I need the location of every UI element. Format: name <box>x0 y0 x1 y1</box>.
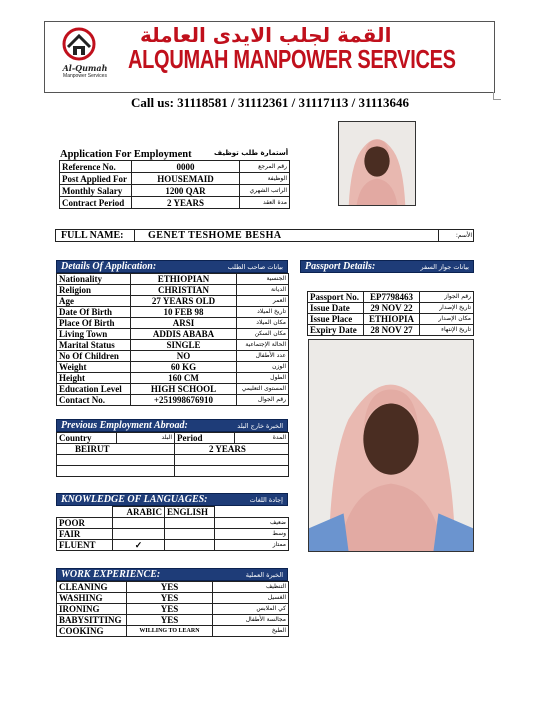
application-label: Monthly Salary <box>60 185 132 197</box>
work-experience-value: YES <box>127 593 213 604</box>
english-company-title: ALQUMAH MANPOWER SERVICES <box>128 46 456 75</box>
details-row <box>57 340 289 351</box>
details-label: Contact No. <box>57 395 131 406</box>
details-label: Marital Status <box>57 340 131 351</box>
work-experience-value: WILLING TO LEARN <box>127 626 213 637</box>
passport-label-arabic: مكان الإصدار <box>420 314 474 325</box>
previous-employment-table <box>56 432 289 477</box>
details-value: ARSI <box>131 318 237 329</box>
language-level-label: FAIR <box>57 529 113 540</box>
details-value: NO <box>131 351 237 362</box>
previous-employment-empty-cell <box>57 466 175 477</box>
period-label-arabic: المدة <box>235 433 289 444</box>
work-experience-label: WASHING <box>57 593 127 604</box>
work-experience-label-arabic: الطبخ <box>213 626 289 637</box>
application-row <box>60 173 290 185</box>
passport-title: Passport Details: <box>305 261 376 272</box>
details-value: ETHIOPIAN <box>131 274 237 285</box>
details-value: CHRISTIAN <box>131 285 237 296</box>
previous-employment-header <box>56 419 288 432</box>
work-experience-title-arabic: الخبرة العملية <box>245 571 283 579</box>
languages-header <box>56 493 288 506</box>
work-experience-label-arabic: مجالسة الأطفال <box>213 615 289 626</box>
work-experience-table <box>56 581 289 637</box>
work-experience-label-arabic: كي الملابس <box>213 604 289 615</box>
details-row <box>57 285 289 296</box>
work-experience-row <box>57 604 289 615</box>
application-title-arabic: أستمارة طلب توظيف <box>214 149 289 157</box>
application-value: 1200 QAR <box>132 185 240 197</box>
details-label-arabic: مكان السكن <box>237 329 289 340</box>
details-label-arabic: الوزن <box>237 362 289 373</box>
passport-value: EP7798463 <box>364 292 420 303</box>
language-row <box>57 540 289 551</box>
details-header <box>56 260 288 273</box>
english-level-mark <box>165 529 215 540</box>
work-experience-row <box>57 626 289 637</box>
work-experience-row <box>57 593 289 604</box>
details-label: Age <box>57 296 131 307</box>
country-label-arabic: البلد <box>117 433 175 444</box>
details-label: Date Of Birth <box>57 307 131 318</box>
details-label-arabic: تاريخ الميلاد <box>237 307 289 318</box>
passport-header <box>300 260 474 273</box>
arabic-level-mark <box>113 529 165 540</box>
details-row <box>57 274 289 285</box>
application-table <box>59 160 290 209</box>
application-label-arabic: رقم المرجع <box>240 161 290 173</box>
details-label-arabic: مكان الميلاد <box>237 318 289 329</box>
period-label: Period <box>175 433 235 444</box>
application-label-arabic: الوظيفة <box>240 173 290 185</box>
details-value: 27 YEARS OLD <box>131 296 237 307</box>
details-label: Living Town <box>57 329 131 340</box>
full-name-divider-2 <box>438 229 439 242</box>
work-experience-row <box>57 582 289 593</box>
details-value: +251998676910 <box>131 395 237 406</box>
details-row <box>57 351 289 362</box>
details-row <box>57 296 289 307</box>
details-row <box>57 362 289 373</box>
details-row <box>57 307 289 318</box>
house-logo-icon <box>58 27 100 61</box>
work-experience-value: YES <box>127 615 213 626</box>
full-name-arabic: الأسم: <box>455 232 472 239</box>
details-value: 60 KG <box>131 362 237 373</box>
previous-employment-empty-row <box>57 466 289 477</box>
language-row <box>57 529 289 540</box>
language-level-arabic: وسط <box>215 529 289 540</box>
details-label-arabic: الحالة الإجتماعية <box>237 340 289 351</box>
application-row <box>60 185 290 197</box>
previous-employment-period: 2 YEARS <box>175 444 289 455</box>
previous-employment-row <box>57 444 289 455</box>
details-table <box>56 273 289 406</box>
language-level-arabic: ممتاز <box>215 540 289 551</box>
details-label: Weight <box>57 362 131 373</box>
language-level-arabic: ضعيف <box>215 518 289 529</box>
details-row <box>57 395 289 406</box>
work-experience-label: IRONING <box>57 604 127 615</box>
full-name-divider <box>134 229 135 242</box>
passport-label-arabic: تاريخ الإصدار <box>420 303 474 314</box>
previous-employment-empty-row <box>57 455 289 466</box>
details-value: 10 FEB 98 <box>131 307 237 318</box>
details-value: HIGH SCHOOL <box>131 384 237 395</box>
work-experience-row <box>57 615 289 626</box>
details-label-arabic: العمر <box>237 296 289 307</box>
details-label: Religion <box>57 285 131 296</box>
work-experience-label: CLEANING <box>57 582 127 593</box>
details-label: Place Of Birth <box>57 318 131 329</box>
english-level-mark <box>165 540 215 551</box>
language-level-label: FLUENT <box>57 540 113 551</box>
details-row <box>57 318 289 329</box>
details-label-arabic: الجنسية <box>237 274 289 285</box>
previous-employment-empty-cell <box>175 455 289 466</box>
languages-corner-right <box>215 507 289 518</box>
logo-subtitle: Manpower Services <box>63 73 107 79</box>
arabic-level-mark <box>113 518 165 529</box>
passport-value: 28 NOV 27 <box>364 325 420 336</box>
previous-employment-title: Previous Employment Abroad: <box>61 420 188 431</box>
passport-row <box>308 303 474 314</box>
details-label-arabic: الديانة <box>237 285 289 296</box>
logo-name: Al-Qumah <box>62 63 108 73</box>
details-row <box>57 384 289 395</box>
application-title: Application For Employment <box>60 149 192 160</box>
application-value: 0000 <box>132 161 240 173</box>
details-label: Height <box>57 373 131 384</box>
call-us-line: Call us: 31118581 / 31112361 / 31117113 / 31113646 <box>130 95 410 110</box>
previous-employment-country: BEIRUT <box>57 444 175 455</box>
application-label: Contract Period <box>60 197 132 209</box>
previous-employment-title-arabic: الخبرة خارج البلد <box>237 422 283 430</box>
details-row <box>57 329 289 340</box>
details-label-arabic: الطول <box>237 373 289 384</box>
details-value: 160 CM <box>131 373 237 384</box>
passport-table <box>307 291 474 336</box>
details-label: Nationality <box>57 274 131 285</box>
language-level-label: POOR <box>57 518 113 529</box>
country-label: Country <box>57 433 117 444</box>
details-title-arabic: بيانات صاحب الطلب <box>227 263 283 271</box>
details-row <box>57 373 289 384</box>
application-label: Reference No. <box>60 161 132 173</box>
details-label: Education Level <box>57 384 131 395</box>
language-row <box>57 518 289 529</box>
details-label: No Of Children <box>57 351 131 362</box>
languages-title: KNOWLEDGE OF LANGUAGES: <box>61 494 208 505</box>
work-experience-label-arabic: التنظيف <box>213 582 289 593</box>
passport-label-arabic: رقم الجواز <box>420 292 474 303</box>
application-label-arabic: الراتب الشهري <box>240 185 290 197</box>
work-experience-label: BABYSITTING <box>57 615 127 626</box>
english-level-mark <box>165 518 215 529</box>
passport-label: Issue Date <box>308 303 364 314</box>
full-name-label: FULL NAME: <box>61 230 124 241</box>
details-label-arabic: عدد الأطفال <box>237 351 289 362</box>
passport-row <box>308 325 474 336</box>
previous-employment-empty-cell <box>57 455 175 466</box>
details-value: ADDIS ABABA <box>131 329 237 340</box>
details-value: SINGLE <box>131 340 237 351</box>
passport-row <box>308 314 474 325</box>
arabic-level-mark: ✓ <box>113 540 165 551</box>
work-experience-value: YES <box>127 582 213 593</box>
application-row <box>60 197 290 209</box>
languages-title-arabic: إجادة اللغات <box>249 496 283 504</box>
application-row <box>60 161 290 173</box>
application-value: HOUSEMAID <box>132 173 240 185</box>
languages-corner <box>57 507 113 518</box>
details-label-arabic: المستوى التعليمي <box>237 384 289 395</box>
work-experience-value: YES <box>127 604 213 615</box>
previous-employment-empty-cell <box>175 466 289 477</box>
passport-value: 29 NOV 22 <box>364 303 420 314</box>
work-experience-label-arabic: الغسيل <box>213 593 289 604</box>
application-label: Post Applied For <box>60 173 132 185</box>
languages-table <box>56 506 289 551</box>
passport-label-arabic: تاريخ الإنتهاء <box>420 325 474 336</box>
arabic-column-header: ARABIC <box>113 507 165 518</box>
corner-mark <box>493 92 501 100</box>
passport-label: Passport No. <box>308 292 364 303</box>
english-column-header: ENGLISH <box>165 507 215 518</box>
passport-row <box>308 292 474 303</box>
applicant-photo-large <box>308 339 474 552</box>
arabic-company-title: القمة لجلب الايدى العاملة <box>140 23 392 47</box>
work-experience-header <box>56 568 288 581</box>
work-experience-label: COOKING <box>57 626 127 637</box>
application-label-arabic: مدة العقد <box>240 197 290 209</box>
passport-title-arabic: بيانات جواز السفر <box>420 263 469 271</box>
passport-value: ETHIOPIA <box>364 314 420 325</box>
passport-label: Expiry Date <box>308 325 364 336</box>
passport-label: Issue Place <box>308 314 364 325</box>
full-name-value: GENET TESHOME BESHA <box>148 230 282 241</box>
details-label-arabic: رقم الجوال <box>237 395 289 406</box>
details-title: Details Of Application: <box>61 261 157 272</box>
application-value: 2 YEARS <box>132 197 240 209</box>
work-experience-title: WORK EXPERIENCE: <box>61 569 161 580</box>
applicant-photo-small <box>338 121 416 206</box>
